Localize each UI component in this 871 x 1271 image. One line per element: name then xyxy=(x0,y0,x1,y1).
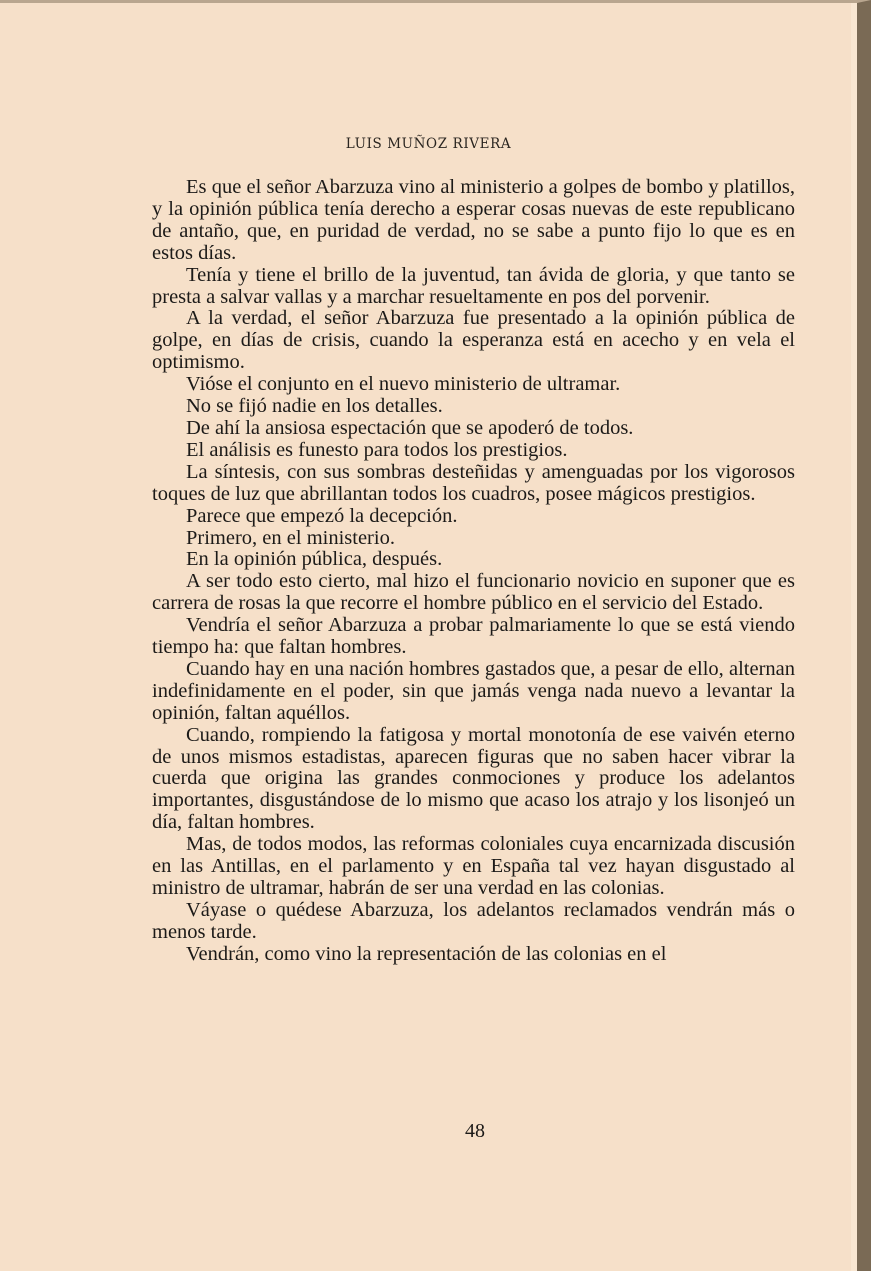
paragraph: Primero, en el ministerio. xyxy=(186,526,395,549)
paragraph: De ahí la ansiosa espectación que se apoderó de todos. xyxy=(186,416,634,439)
paragraph: Vendrán, como vino la representación de las colonias en el xyxy=(186,942,667,965)
paragraph: Es que el señor Abarzuza vino al ministerio a golpes de bombo y platillos, y la opinión pública tenía derecho a esperar cosas nuevas de este republicano de antaño, que, en puridad de verdad, no se sabe a punto fijo lo que es en estos días. xyxy=(152,176,795,264)
paragraph: Váyase o quédese Abarzuza, los adelantos reclamados vendrán más o menos tarde. xyxy=(152,898,795,943)
body-text xyxy=(152,177,795,966)
paragraph: Cuando, rompiendo la fatigosa y mortal monotonía de ese vaivén eterno de unos mismos estadistas, aparecen figuras que no saben hacer vibrar la cuerda que origina las grandes conmociones y produce los adelantos importantes, disgustándose de lo mismo que acaso los atrajo y los lisonjeó un día, faltan hombres. xyxy=(152,723,795,834)
paragraph: Parece que empezó la decepción. xyxy=(186,504,458,527)
paragraph: Vióse el conjunto en el nuevo ministerio de ultramar. xyxy=(186,373,621,396)
paragraph: En la opinión pública, después. xyxy=(186,548,443,571)
paragraph: El análisis es funesto para todos los prestigios. xyxy=(186,438,568,461)
paragraph: A ser todo esto cierto, mal hizo el funcionario novicio en suponer que es carrera de rosas la que recorre el hombre público en el servicio del Estado. xyxy=(152,570,795,615)
paragraph: Cuando hay en una nación hombres gastados que, a pesar de ello, alternan indefinidamente en el poder, sin que jamás venga nada nuevo a levantar la opinión, faltan aquéllos. xyxy=(152,657,795,724)
paragraph: Vendría el señor Abarzuza a probar palmariamente lo que se está viendo tiempo ha: que faltan hombres. xyxy=(152,614,795,659)
page-number: 48 xyxy=(465,1120,485,1142)
paragraph: A la verdad, el señor Abarzuza fue presentado a la opinión pública de golpe, en días de crisis, cuando la esperanza está en acecho y en vela el optimismo. xyxy=(152,307,795,374)
paragraph: No se fijó nadie en los detalles. xyxy=(186,395,443,418)
paragraph: Tenía y tiene el brillo de la juventud, tan ávida de gloria, y que tanto se presta a salvar vallas y a marchar resueltamente en pos del porvenir. xyxy=(152,263,795,308)
paragraph: Mas, de todos modos, las reformas coloniales cuya encarnizada discusión en las Antillas, en el parlamento y en España tal vez hayan disgustado al ministro de ultramar, habrán de ser una verdad en las colonias. xyxy=(152,833,795,899)
paragraph: La síntesis, con sus sombras desteñidas y amenguadas por los vigorosos toques de luz que abrillantan todos los cuadros, posee mágicos prestigios. xyxy=(152,460,795,505)
running-head: LUIS MUÑOZ RIVERA xyxy=(345,136,512,152)
